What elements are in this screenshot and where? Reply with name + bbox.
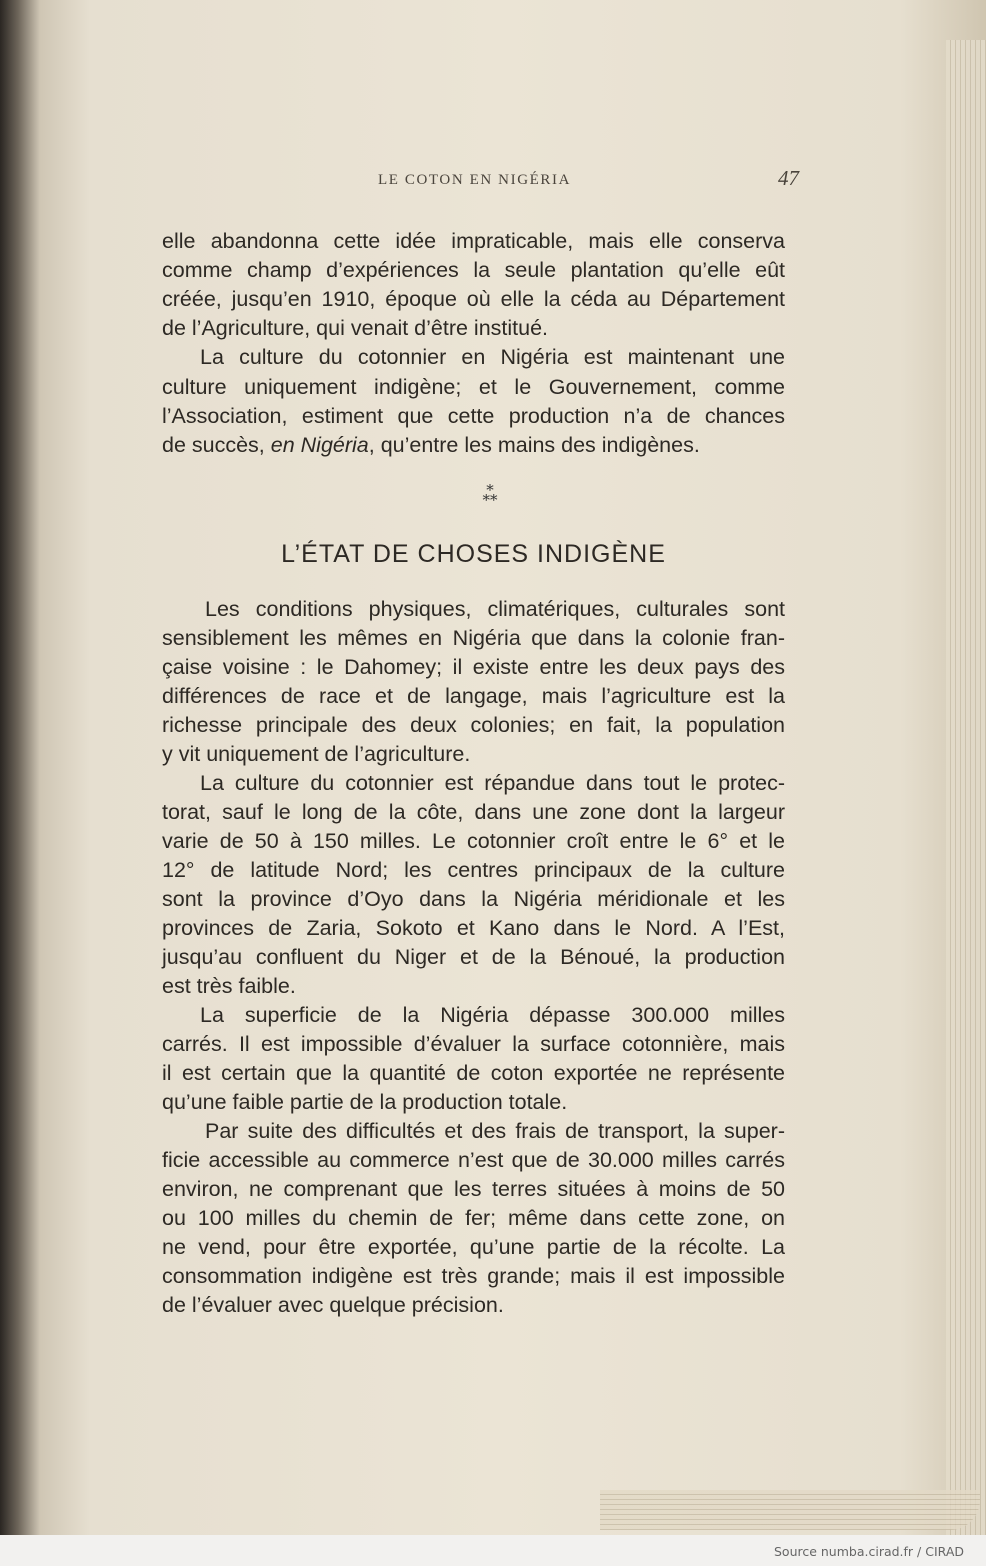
text-line: provinces de Zaria, Sokoto et Kano dans le Nord. A l’Est, — [162, 916, 785, 940]
text-line: comme champ d’expériences la seule plantation qu’elle eût — [162, 258, 785, 283]
text-line: ficie accessible au commerce n’est que de 30.000 milles carrés — [162, 1148, 785, 1172]
text-line: jusqu’au confluent du Niger et de la Bénoué, la production — [162, 945, 785, 969]
source-credit: Source numba.cirad.fr / CIRAD — [773, 1544, 964, 1559]
text-line: ne vend, pour être exportée, qu’une partie de la récolte. La — [162, 1235, 785, 1259]
text-line: torat, sauf le long de la côte, dans une zone dont la largeur — [162, 800, 785, 824]
text-line: il est certain que la quantité de coton exportée ne représente — [162, 1061, 785, 1085]
text-line: de succès, en Nigéria, qu’entre les mains des indigènes. — [162, 432, 700, 457]
text-line: de l’Agriculture, qui venait d’être institué. — [162, 316, 549, 341]
page-number: 47 — [778, 166, 799, 190]
text-line: sont la province d’Oyo dans la Nigéria méridionale et les — [162, 887, 785, 911]
text-line: est très faible. — [162, 974, 296, 998]
page-bottom-edges — [600, 1490, 980, 1530]
text-line: l’Association, estiment que cette production n’a de chances — [162, 403, 785, 428]
text-line: Par suite des difficultés et des frais de transport, la super- — [205, 1119, 785, 1143]
text-line: 12° de latitude Nord; les centres principaux de la culture — [162, 858, 785, 882]
text-line: La culture du cotonnier est répandue dans tout le protec- — [200, 771, 785, 795]
text-line: richesse principale des deux colonies; en fait, la population — [162, 713, 785, 737]
text-line: environ, ne comprenant que les terres situées à moins de 50 — [162, 1177, 785, 1201]
asterism-divider — [470, 481, 510, 509]
text-line: culture uniquement indigène; et le Gouvernement, comme — [162, 374, 785, 399]
text-line: consommation indigène est très grande; mais il est impossible — [162, 1264, 785, 1288]
text-line: de l’évaluer avec quelque précision. — [162, 1293, 504, 1317]
text-line: qu’une faible partie de la production totale. — [162, 1090, 568, 1114]
text-line: carrés. Il est impossible d’évaluer la surface cotonnière, mais — [162, 1032, 785, 1056]
text-line: créée, jusqu’en 1910, époque où elle la céda au Département — [162, 287, 785, 312]
text-line: différences de race et de langage, mais l’agriculture est la — [162, 684, 785, 708]
section-title: L’ÉTAT DE CHOSES INDIGÈNE — [281, 540, 666, 568]
text-line: sensiblement les mêmes en Nigéria que dans la colonie fran- — [162, 626, 785, 650]
text-line: ou 100 milles du chemin de fer; même dans cette zone, on — [162, 1206, 785, 1230]
asterism-text: * ** — [482, 481, 498, 509]
text-line: varie de 50 à 150 milles. Le cotonnier croît entre le 6° et le — [162, 829, 785, 853]
page-edges — [946, 40, 986, 1535]
text-line: y vit uniquement de l’agriculture. — [162, 742, 471, 766]
text-line: Les conditions physiques, climatériques, culturales sont — [205, 597, 785, 621]
text-line: La culture du cotonnier en Nigéria est maintenant une — [200, 345, 785, 370]
text-line: La superficie de la Nigéria dépasse 300.000 milles — [200, 1003, 785, 1027]
text-line: çaise voisine : le Dahomey; il existe entre les deux pays des — [162, 655, 785, 679]
text-line: elle abandonna cette idée impraticable, mais elle conserva — [162, 229, 785, 253]
running-title: LE COTON EN NIGÉRIA — [378, 172, 572, 188]
